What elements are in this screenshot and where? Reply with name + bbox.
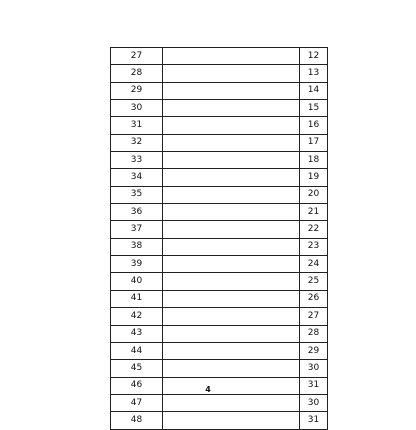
prompt-cell [163,325,300,342]
row-number-cell: 19 [300,169,328,186]
score-cell: 27 [111,48,163,65]
prompt-cell [163,48,300,65]
row-number-cell: 12 [300,48,328,65]
score-cell: 32 [111,134,163,151]
table-row [111,152,328,169]
prompt-cell [163,256,300,273]
score-cell: 45 [111,360,163,377]
table-row [111,256,328,273]
score-cell: 36 [111,204,163,221]
row-number-cell: 27 [300,308,328,325]
table-row [111,290,328,307]
table-row [111,48,328,65]
row-number-cell: 30 [300,394,328,411]
row-number-cell: 31 [300,377,328,394]
prompt-cell [163,221,300,238]
table-row [111,342,328,359]
prompt-cell [163,412,300,429]
score-cell: 31 [111,117,163,134]
row-number-cell: 17 [300,134,328,151]
table-row [111,394,328,411]
table-row [111,377,328,394]
score-cell: 41 [111,290,163,307]
score-cell: 38 [111,238,163,255]
table-row [111,134,328,151]
score-cell: 29 [111,82,163,99]
prompt-cell [163,204,300,221]
row-number-cell: 28 [300,325,328,342]
page-number: 4 [205,385,211,394]
score-cell: 46 [111,377,163,394]
row-number-cell: 24 [300,256,328,273]
table-row [111,65,328,82]
table-row [111,412,328,429]
row-number-cell: 14 [300,82,328,99]
table-row [111,204,328,221]
prompt-cell [163,308,300,325]
score-cell: 42 [111,308,163,325]
row-number-cell: 26 [300,290,328,307]
score-cell: 44 [111,342,163,359]
score-cell: 28 [111,65,163,82]
prompt-cell [163,65,300,82]
row-number-cell: 20 [300,186,328,203]
table-row [111,221,328,238]
numbered-prompt-table [110,47,328,430]
table-row [111,169,328,186]
prompt-cell [163,134,300,151]
table-row [111,360,328,377]
row-number-cell: 18 [300,152,328,169]
score-cell: 35 [111,186,163,203]
prompt-cell [163,290,300,307]
score-cell: 43 [111,325,163,342]
row-number-cell: 25 [300,273,328,290]
prompt-cell [163,273,300,290]
prompt-cell [163,238,300,255]
table-row [111,308,328,325]
prompt-cell [163,360,300,377]
prompt-cell [163,82,300,99]
prompt-cell [163,117,300,134]
prompt-cell [163,100,300,117]
score-cell: 47 [111,394,163,411]
row-number-cell: 22 [300,221,328,238]
table-body [111,48,328,430]
table-row [111,117,328,134]
prompt-cell [163,342,300,359]
table-row [111,325,328,342]
table-row [111,82,328,99]
row-number-cell: 15 [300,100,328,117]
score-cell: 30 [111,100,163,117]
row-number-cell: 13 [300,65,328,82]
row-number-cell: 29 [300,342,328,359]
table-row [111,238,328,255]
score-cell: 48 [111,412,163,429]
row-number-cell: 16 [300,117,328,134]
table-row [111,186,328,203]
prompt-cell [163,377,300,394]
row-number-cell: 21 [300,204,328,221]
score-cell: 40 [111,273,163,290]
table-row [111,273,328,290]
score-cell: 34 [111,169,163,186]
score-cell: 37 [111,221,163,238]
row-number-cell: 30 [300,360,328,377]
prompt-cell [163,152,300,169]
score-cell: 33 [111,152,163,169]
row-number-cell: 23 [300,238,328,255]
prompt-cell [163,394,300,411]
score-cell: 39 [111,256,163,273]
table-row [111,100,328,117]
prompt-cell [163,169,300,186]
prompt-cell [163,186,300,203]
row-number-cell: 31 [300,412,328,429]
